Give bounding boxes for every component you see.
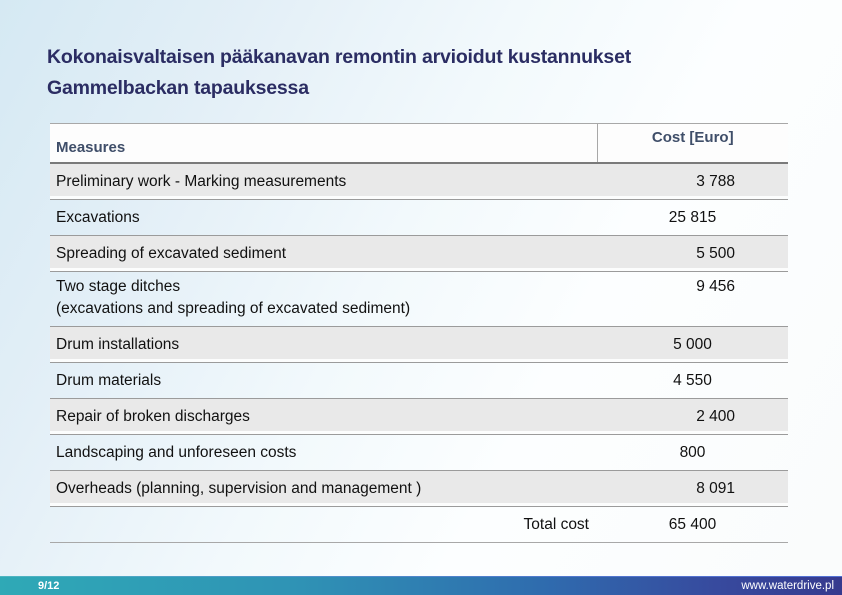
cost-cell: 9 456: [597, 272, 788, 327]
website-link[interactable]: www.waterdrive.pl: [741, 579, 834, 592]
cost-cell: 3 788: [597, 163, 788, 200]
measure-cell: Spreading of excavated sediment: [50, 236, 597, 272]
measure-main-text: Two stage ditches: [56, 278, 181, 295]
table-header-row: [50, 124, 788, 164]
measure-cell: Overheads (planning, supervision and management ): [50, 471, 597, 507]
total-row: [50, 507, 788, 543]
table-row: [50, 327, 788, 363]
measure-cell: Landscaping and unforeseen costs: [50, 435, 597, 471]
table-row: [50, 435, 788, 471]
cost-cell: 4 550: [597, 363, 788, 399]
total-label: Total cost: [50, 507, 597, 543]
table-row: [50, 363, 788, 399]
measure-cell: Excavations: [50, 200, 597, 236]
cost-table: [50, 123, 788, 543]
table-row: [50, 471, 788, 507]
page-number: 9/12: [38, 579, 60, 592]
cost-column-header: Cost [Euro]: [597, 124, 788, 164]
measure-cell: Repair of broken discharges: [50, 399, 597, 435]
total-cost-value: 65 400: [597, 507, 788, 543]
cost-cell: 2 400: [597, 399, 788, 435]
measure-cell: Preliminary work - Marking measurements: [50, 163, 597, 200]
measure-cell: Drum materials: [50, 363, 597, 399]
measure-note-text: (excavations and spreading of excavated sediment): [56, 300, 411, 317]
table-row: [50, 399, 788, 435]
table-row: [50, 200, 788, 236]
measure-cell: Drum installations: [50, 327, 597, 363]
measures-column-header: Measures: [50, 124, 597, 164]
cost-cell: 8 091: [597, 471, 788, 507]
footer-bar: [0, 576, 842, 595]
table-row: [50, 236, 788, 272]
slide-title: Kokonaisvaltaisen pääkanavan remontin arvioidut kustannukset Gammelbackan tapauksessa: [47, 46, 632, 99]
table-row: [50, 163, 788, 200]
cost-cell: 25 815: [597, 200, 788, 236]
cost-cell: 5 500: [597, 236, 788, 272]
cost-cell: 5 000: [597, 327, 788, 363]
cost-cell: 800: [597, 435, 788, 471]
measure-cell: [50, 272, 597, 327]
table-row: [50, 272, 788, 327]
